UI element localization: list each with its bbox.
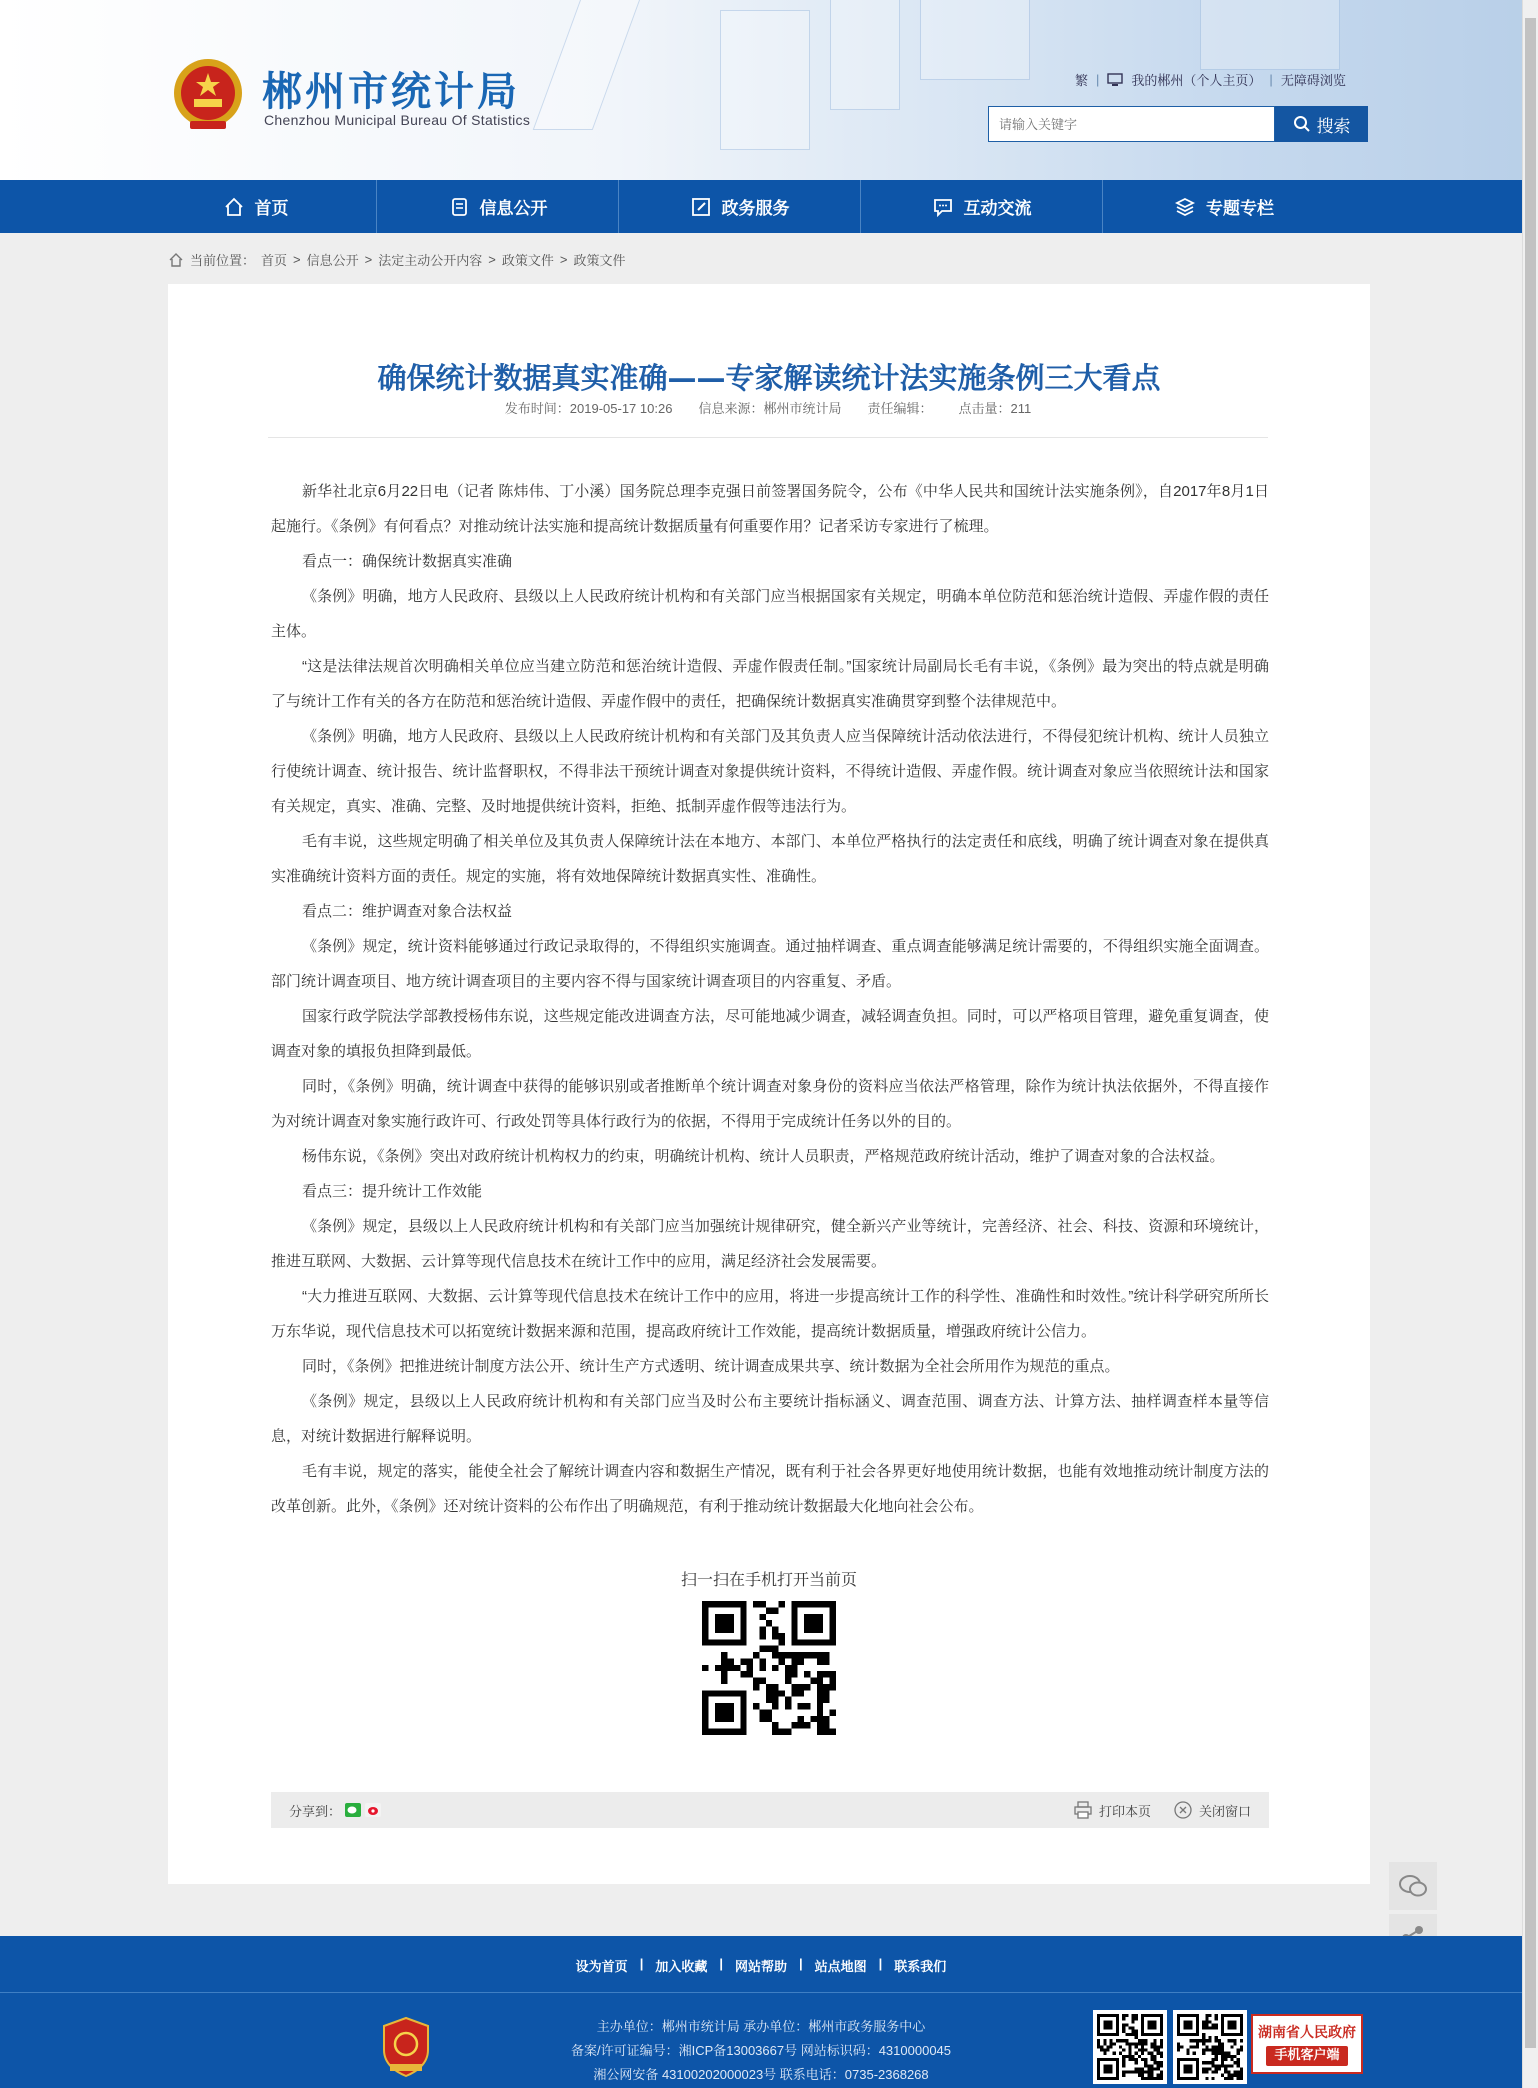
search-button[interactable] (1275, 106, 1368, 142)
header-decoration (1200, 0, 1340, 70)
breadcrumb (168, 250, 625, 269)
link-separator: | (1269, 72, 1273, 87)
close-label: 关闭窗口 (1198, 1803, 1251, 1819)
article-subheading: 看点二：维护调查对象合法权益 (302, 903, 513, 920)
search-icon (1293, 115, 1311, 133)
site-footer (0, 1936, 1522, 2088)
nav-label: 信息公开 (479, 199, 548, 219)
app-title: 湖南省人民政府 (1258, 2025, 1356, 2041)
article-paragraph: 新华社北京6月22日电（记者 陈炜伟、丁小溪）国务院总理李克强日前签署国务院令，公布《中华人民共和国统计法实施条例》，自2017年8月1日起施行。《条例》有何看点？对推动统计法实施和提高统计数据质量有何重要作用？记者采访专家进行了梳理。 (271, 483, 1269, 535)
article-paragraph: 同时，《条例》把推进统计制度方法公开、统计生产方式透明、统计调查成果共享、统计数据为全社会所用作为规范的重点。 (302, 1358, 1120, 1375)
footer-link[interactable]: 站点地图 (814, 1959, 867, 1974)
scrollbar-thumb[interactable] (1525, 18, 1536, 2048)
breadcrumb-item[interactable]: 信息公开 (306, 253, 359, 268)
scrollbar[interactable] (1522, 0, 1538, 2088)
edit-icon (690, 196, 712, 218)
article-paragraph: 同时，《条例》明确，统计调查中获得的能够识别或者推断单个统计调查对象身份的资料应当依法严格管理，除作为统计执法依据外，不得直接作为对统计调查对象实施行政许可、行政处罚等具体行政行为的依据，不得用于完成统计任务以外的目的。 (271, 1078, 1269, 1130)
article-paragraph: “这是法律法规首次明确相关单位应当建立防范和惩治统计造假、弄虚作假责任制。”国家统计局副局长毛有丰说，《条例》最为突出的特点就是明确了与统计工作有关的各方在防范和惩治统计造假、弄虚作假中的责任，把确保统计数据真实准确贯穿到整个法律规范中。 (271, 658, 1269, 710)
wechat-icon (1398, 1873, 1428, 1899)
chat-icon (932, 196, 954, 218)
footer-separator: | (719, 1956, 723, 1971)
monitor-icon (1107, 73, 1123, 87)
site-subtitle: Chenzhou Municipal Bureau Of Statistics (264, 112, 531, 128)
float-wechat-button[interactable] (1389, 1862, 1437, 1910)
app-subtitle: 手机客户端 (1266, 2046, 1347, 2066)
publish-time: 发布时间：2019-05-17 10:26 (504, 401, 673, 416)
breadcrumb-item[interactable]: 政策文件 (573, 253, 626, 268)
article-subheading: 看点三：提升统计工作效能 (302, 1183, 483, 1200)
footer-sponsor: 主办单位：郴州市统计局 承办单位：郴州市政务服务中心 (596, 2019, 926, 2034)
breadcrumb-item[interactable]: 政策文件 (501, 253, 554, 268)
traditional-chinese-link[interactable]: 繁 (1075, 73, 1089, 88)
search-button-label: 搜索 (1316, 116, 1351, 137)
nav-label: 政务服务 (721, 199, 790, 219)
breadcrumb-item[interactable]: 首页 (261, 253, 288, 268)
my-chenzhou-link[interactable]: 我的郴州（个人主页） (1131, 73, 1262, 88)
article-paragraph: 《条例》规定，县级以上人民政府统计机构和有关部门应当及时公布主要统计指标涵义、调查范围、调查方法、计算方法、抽样调查样本量等信息，对统计数据进行解释说明。 (271, 1393, 1269, 1445)
qr-code-icon (1097, 2014, 1163, 2080)
print-button[interactable] (1073, 1800, 1151, 1820)
nav-label: 专题专栏 (1206, 199, 1274, 219)
nav-label: 互动交流 (963, 199, 1032, 219)
weibo-share-icon[interactable] (365, 1803, 381, 1817)
breadcrumb-separator: > (293, 252, 301, 267)
breadcrumb-separator: > (559, 252, 568, 267)
footer-divider (0, 1992, 1522, 1993)
qr-code-icon (1177, 2014, 1243, 2080)
wechat-share-icon[interactable] (345, 1803, 361, 1817)
close-icon (1173, 1800, 1193, 1820)
search-input[interactable] (988, 106, 1275, 142)
article-paragraph: “大力推进互联网、大数据、云计算等现代信息技术在统计工作中的应用，将进一步提高统计工作的科学性、准确性和时效性。”统计科学研究所所长万东华说，现代信息技术可以拓宽统计数据来源和范围，提高政府统计工作效能，提高统计数据质量，增强政府统计公信力。 (271, 1288, 1269, 1340)
article-paragraph: 毛有丰说，规定的落实，能使全社会了解统计调查内容和数据生产情况，既有利于社会各界更好地使用统计数据，也能有效地推动统计制度方法的改革创新。此外，《条例》还对统计资料的公布作出了明确规范，有利于推动统计数据最大化地向社会公布。 (271, 1463, 1269, 1515)
national-emblem-icon (170, 55, 246, 135)
site-header (0, 0, 1538, 180)
share-bar (271, 1792, 1269, 1828)
header-decoration (533, 0, 648, 130)
article-paragraph: 毛有丰说，这些规定明确了相关单位及其负责人保障统计法在本地方、本部门、本单位严格执行的法定责任和底线，明确了统计调查对象在提供真实准确统计资料方面的责任。规定的实施，将有效地保障统计数据真实性、准确性。 (271, 833, 1269, 885)
footer-separator: | (878, 1956, 883, 1971)
accessibility-link[interactable]: 无障碍浏览 (1280, 73, 1346, 88)
home-icon (223, 196, 245, 218)
main-nav (0, 180, 1522, 233)
nav-item-home[interactable] (135, 180, 377, 233)
footer-links (0, 1956, 1522, 1975)
footer-separator: | (639, 1956, 644, 1971)
article-body (271, 474, 1269, 1524)
nav-item-gov-service[interactable] (619, 180, 861, 233)
article-paragraph: 国家行政学院法学部教授杨伟东说，这些规定能改进调查方法，尽可能地减少调查，减轻调查负担。同时，可以严格项目管理，避免重复调查，使调查对象的填报负担降到最低。 (271, 1008, 1269, 1060)
print-label: 打印本页 (1098, 1803, 1151, 1819)
document-icon (448, 196, 470, 218)
footer-link[interactable]: 加入收藏 (655, 1959, 708, 1974)
article-paragraph: 《条例》明确，地方人民政府、县级以上人民政府统计机构和有关部门及其负责人应当保障统计活动依法进行，不得侵犯统计机构、统计人员独立行使统计调查、统计报告、统计监督职权，不得非法干预统计调查对象提供统计资料，不得统计造假、弄虚作假。统计调查对象应当依照统计法和国家有关规定，真实、准确、完整、及时地提供统计资料，拒绝、抵制弄虚作假等违法行为。 (271, 728, 1269, 815)
footer-security: 湘公网安备 43100202000023号 联系电话：0735-2368268 (593, 2067, 929, 2082)
close-window-button[interactable] (1173, 1800, 1251, 1820)
top-links (1075, 70, 1346, 89)
footer-record: 备案/许可证编号：湘ICP备13003667号 网站标识码：4310000045 (570, 2043, 952, 2058)
page-qr-code (702, 1601, 836, 1735)
info-source: 信息来源：郴州市统计局 (698, 401, 842, 416)
breadcrumb-prefix: 当前位置： (190, 253, 256, 268)
footer-link[interactable]: 网站帮助 (734, 1959, 787, 1974)
footer-link[interactable]: 设为首页 (575, 1959, 628, 1974)
click-count: 点击量：211 (958, 401, 1032, 416)
printer-icon (1073, 1800, 1093, 1820)
header-decoration (830, 0, 900, 110)
article-card (168, 284, 1370, 1884)
breadcrumb-separator: > (364, 252, 373, 267)
footer-link[interactable]: 联系我们 (894, 1959, 947, 1974)
breadcrumb-item[interactable]: 法定主动公开内容 (378, 253, 483, 268)
layers-icon (1174, 196, 1196, 218)
nav-item-info-public[interactable] (377, 180, 619, 233)
hunan-gov-app-link[interactable] (1251, 2014, 1363, 2074)
nav-label: 首页 (254, 199, 289, 219)
article-meta (268, 398, 1268, 438)
footer-qr-code (1093, 2010, 1167, 2084)
article-paragraph: 《条例》规定，统计资料能够通过行政记录取得的，不得组织实施调查。通过抽样调查、重点调查能够满足统计需要的，不得组织实施全面调查。部门统计调查项目、地方统计调查项目的主要内容不得与国家统计调查项目的内容重复、矛盾。 (271, 938, 1269, 990)
responsible-editor: 责任编辑： (867, 401, 933, 416)
search-bar (988, 106, 1368, 142)
article-subheading: 看点一：确保统计数据真实准确 (302, 553, 513, 570)
footer-separator: | (799, 1956, 803, 1971)
qr-label: 扫一扫在手机打开当前页 (680, 1572, 857, 1589)
footer-qr-code (1173, 2010, 1247, 2084)
article-paragraph: 杨伟东说，《条例》突出对政府统计机构权力的约束，明确统计机构、统计人员职责，严格规范政府统计活动，维护了调查对象的合法权益。 (302, 1148, 1225, 1165)
article-paragraph: 《条例》明确，地方人民政府、县级以上人民政府统计机构和有关部门应当根据国家有关规定，明确本单位防范和惩治统计造假、弄虚作假的责任主体。 (271, 588, 1269, 640)
header-decoration (720, 10, 810, 150)
nav-item-interaction[interactable] (861, 180, 1103, 233)
breadcrumb-separator: > (488, 252, 496, 267)
article-paragraph: 《条例》规定，县级以上人民政府统计机构和有关部门应当加强统计规律研究，健全新兴产业等统计，完善经济、社会、科技、资源和环境统计，推进互联网、大数据、云计算等现代信息技术在统计工作中的应用，满足经济社会发展需要。 (271, 1218, 1269, 1270)
link-separator: | (1096, 72, 1100, 87)
header-decoration (920, 0, 1030, 80)
site-title[interactable]: 郴州市统计局 (262, 69, 520, 115)
article-title: 确保统计数据真实准确——专家解读统计法实施条例三大看点 (377, 361, 1161, 395)
nav-item-special-topics[interactable] (1103, 180, 1345, 233)
home-icon (168, 252, 184, 268)
share-label: 分享到： (289, 1803, 342, 1819)
